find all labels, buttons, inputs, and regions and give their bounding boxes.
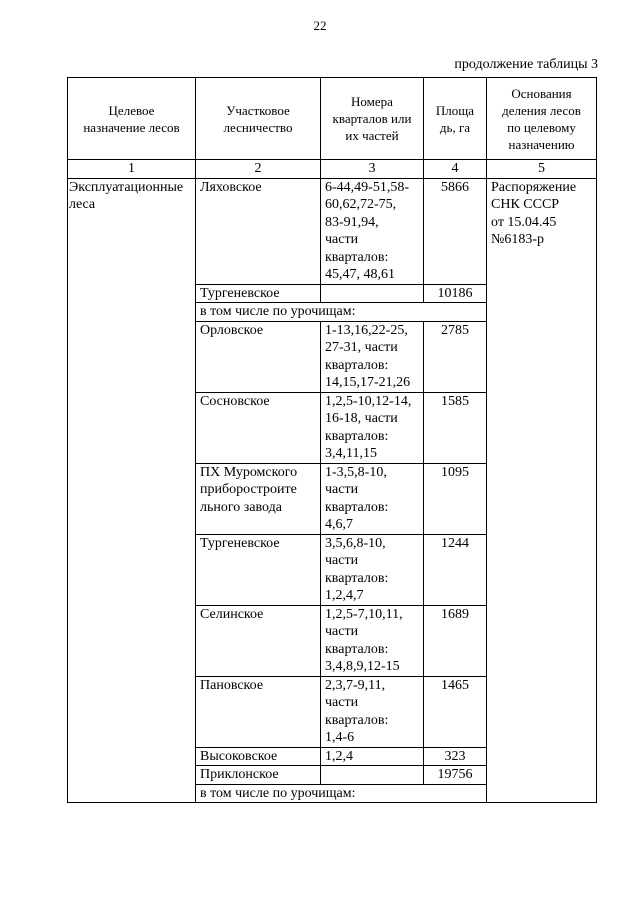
purpose-cell: Эксплуатационные леса	[68, 178, 196, 803]
area-cell: 1244	[424, 534, 487, 605]
blocks-cell: 1,2,5-10,12-14, 16-18, части кварталов: 3,4,11,15	[321, 392, 424, 463]
header-forestry: Участковое лесничество	[196, 78, 321, 160]
header-basis: Основания деления лесов по целевому назначению	[487, 78, 597, 160]
forestry-name-cell: ПХ Муромского приборостроите льного завода	[196, 463, 321, 534]
header-area: Площа дь, га	[424, 78, 487, 160]
table-row	[68, 178, 597, 284]
blocks-cell: 1,2,5-7,10,11, части кварталов: 3,4,8,9,12-15	[321, 605, 424, 676]
blocks-cell	[321, 766, 424, 785]
table-header-row	[68, 78, 597, 160]
header-purpose: Целевое назначение лесов	[68, 78, 196, 160]
page-number: 22	[313, 18, 327, 33]
forestry-name-cell: Ляховское	[196, 178, 321, 284]
forestry-name-cell: Пановское	[196, 676, 321, 747]
forestry-name-cell: Тургеневское	[196, 284, 321, 303]
forestry-name-cell: Сосновское	[196, 392, 321, 463]
forest-purpose-table	[67, 77, 597, 803]
blocks-cell: 1,2,4	[321, 747, 424, 766]
column-number: 2	[196, 160, 321, 179]
forestry-name-cell: Орловское	[196, 321, 321, 392]
table-continuation-label: продолжение таблицы 3	[454, 57, 598, 72]
blocks-cell: 1-13,16,22-25, 27-31, части кварталов: 14,15,17-21,26	[321, 321, 424, 392]
area-cell: 19756	[424, 766, 487, 785]
column-number: 3	[321, 160, 424, 179]
area-cell: 1585	[424, 392, 487, 463]
area-cell: 10186	[424, 284, 487, 303]
blocks-cell: 2,3,7-9,11, части кварталов: 1,4-6	[321, 676, 424, 747]
basis-cell: Распоряжение СНК СССР от 15.04.45 №6183-р	[487, 178, 597, 803]
area-cell: 5866	[424, 178, 487, 284]
area-cell: 1689	[424, 605, 487, 676]
column-number: 5	[487, 160, 597, 179]
forestry-name-cell: Тургеневское	[196, 534, 321, 605]
column-number: 1	[68, 160, 196, 179]
forestry-name-cell: Высоковское	[196, 747, 321, 766]
blocks-cell	[321, 284, 424, 303]
header-blocks: Номера кварталов или их частей	[321, 78, 424, 160]
forestry-name-cell: Селинское	[196, 605, 321, 676]
blocks-cell: 6-44,49-51,58- 60,62,72-75, 83-91,94, части кварталов: 45,47, 48,61	[321, 178, 424, 284]
table-body	[68, 178, 597, 803]
area-cell: 2785	[424, 321, 487, 392]
column-number-row	[68, 160, 597, 179]
blocks-cell: 1-3,5,8-10, части кварталов: 4,6,7	[321, 463, 424, 534]
subheader-cell: в том числе по урочищам:	[196, 303, 487, 322]
column-number: 4	[424, 160, 487, 179]
forestry-name-cell: Приклонское	[196, 766, 321, 785]
area-cell: 1465	[424, 676, 487, 747]
area-cell: 323	[424, 747, 487, 766]
subheader-cell: в том числе по урочищам:	[196, 784, 487, 803]
blocks-cell: 3,5,6,8-10, части кварталов: 1,2,4,7	[321, 534, 424, 605]
area-cell: 1095	[424, 463, 487, 534]
